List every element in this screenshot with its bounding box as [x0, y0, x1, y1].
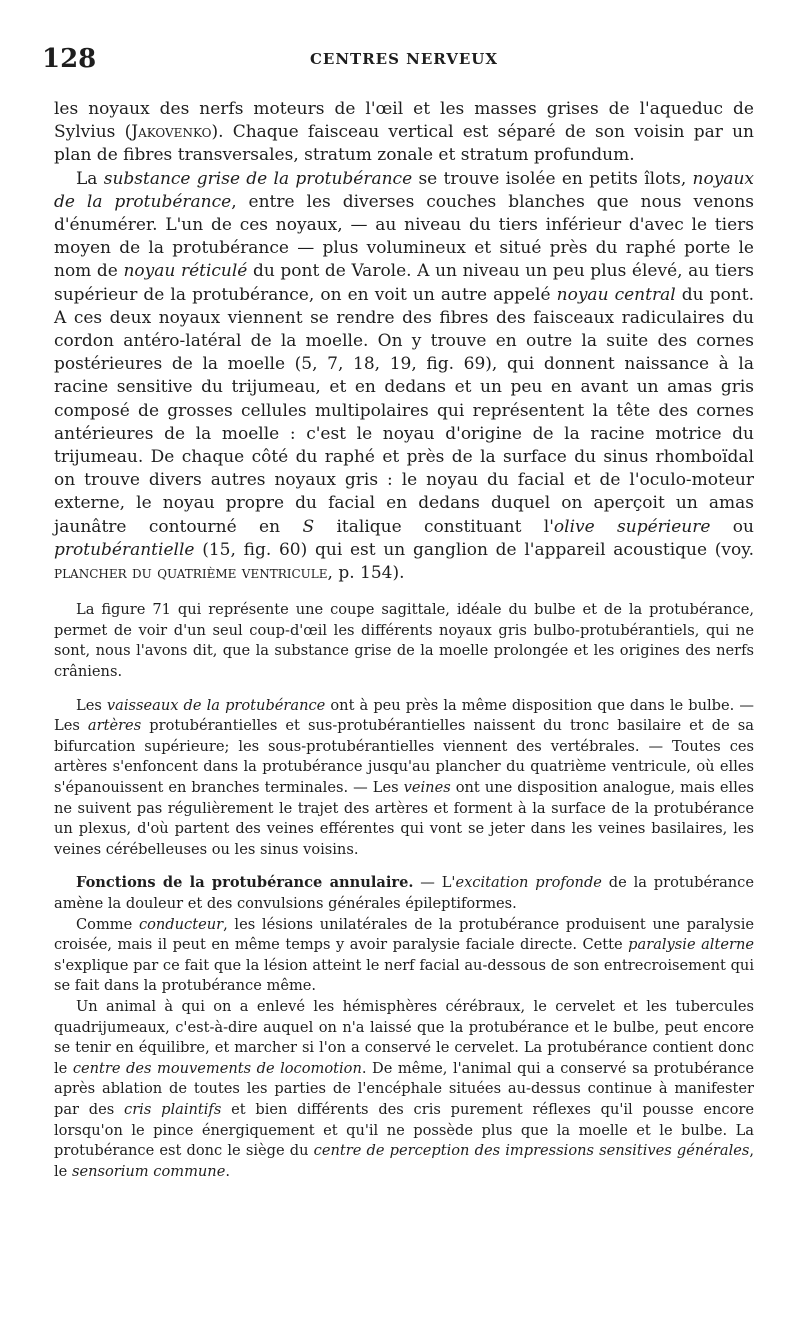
cross-reference: plancher du quatrième ventricule — [54, 563, 328, 584]
running-title: CENTRES NERVEUX — [309, 50, 499, 68]
page-header — [42, 40, 754, 80]
paragraph-3: La figure 71 qui représente une coupe sagittale, idéale du bulbe et de la protubérance, permet de voir d'un seul coup-d'œil les différents noyaux gris bulbo-protubérantiels, qui ne sont, nous l'avons dit, que la substance grise de la moelle prolongée et les origines des nerfs crâniens. — [54, 601, 754, 681]
paragraph-1: les noyaux des nerfs moteurs de l'œil et les masses grises de l'aqueduc de Sylvius (Jakovenko). Chaque faisceau vertical est séparé de son voisin par un plan de fibres transversales, stratum zonale et stratum profundum. — [54, 99, 754, 166]
page-number: 128 — [42, 44, 97, 74]
paragraph-5: Fonctions de la protubérance annulaire. — L'excitation profonde de la protubérance amène la douleur et des convulsions générales épileptiformes. — [54, 874, 754, 912]
document-page — [42, 40, 755, 1182]
paragraph-6: Comme conducteur, les lésions unilatérales de la protubérance produisent une paralysie croisée, mais il peut en même temps y avoir paralysie faciale directe. Cette paralysie alterne s'explique par ce fait que la lésion atteint le nerf facial au-dessous de son entrecroisement qui se fait dans la protubérance même. — [54, 915, 754, 995]
paragraph-7: Un animal à qui on a enlevé les hémisphères cérébraux, le cervelet et les tubercules quadrijumeaux, c'est-à-dire auquel on n'a laissé que la protubérance et le bulbe, peut encore se tenir en équilibre, et marcher si l'on a conservé le cervelet. La protubérance contient donc le centre des mouvements de locomotion. De même, l'animal qui a conservé sa protubérance après ablation de toutes les parties de l'encéphale situées au-dessus continue à manifester par des cris plaintifs et bien différents des cris purement réflexes qu'il pousse encore lorsqu'on le pince énergiquement et qu'il ne possède plus que la moelle et le bulbe. La protubérance est donc le siège du centre de perception des impressions sensitives générales, le sensorium commune. — [54, 997, 755, 1180]
paragraph-4: Les vaisseaux de la protubérance ont à peu près la même disposition que dans le bulbe. — Les artères protubérantielles et sus-protubérantielles naissent du tronc basilaire et de sa bifurcation supérieure; les sous-protubérantielles viennent des vertébrales. — Toutes ces artères s'enfoncent dans la protubérance jusqu'au plancher du quatrième ventricule, où elles s'épanouissent en branches terminales. — Les veines ont une disposition analogue, mais elles ne suivent pas régulièrement le trajet des artères et forment à la surface de la protubérance un plexus, d'où partent des veines efférentes qui vont se jeter dans les veines basilaires, les veines cérébelleuses ou les sinus voisins. — [54, 696, 754, 858]
author-name: Jakovenko — [131, 122, 212, 143]
paragraph-2: La substance grise de la protubérance se trouve isolée en petits îlots, noyaux de la protubérance, entre les diverses couches blanches que nous venons d'énumérer. L'un de ces noyaux, — au niveau du tiers inférieur d'avec le tiers moyen de la protubérance — plus volumineux et situé près du raphé porte le nom de noyau réticulé du pont de Varole. A un niveau un peu plus élevé, au tiers supérieur de la protubérance, on en voit un autre appelé noyau central du pont. A ces deux noyaux viennent se rendre des fibres des faisceaux radiculaires du cordon antéro-latéral de la moelle. On y trouve en outre la suite des cornes postérieures de la moelle (5, 7, 18, 19, fig. 69), qui donnent naissance à la racine sensitive du trijumeau, et en dedans et un peu en avant un amas gris composé de grosses cellules multipolaires qui représentent la tête des cornes antérieures de la moelle : c'est le noyau d'origine de la racine motrice du trijumeau. De chaque côté du raphé et près de la surface du sinus rhomboïdal on trouve divers autres noyaux gris : le noyau du facial et de l'oculo-moteur externe, le noyau propre du facial en dedans duquel on aperçoit un amas jaunâtre contourné en S italique constituant l'olive supérieure ou protubérantielle (15, fig. 60) qui est un ganglion de l'appareil acoustique (voy. plancher du quatrième ventricule, p. 154). — [54, 168, 755, 584]
functions-section — [54, 873, 754, 1182]
main-text — [54, 98, 754, 585]
section-heading: Fonctions de la protubérance annulaire. — [76, 874, 414, 892]
small-text-section — [54, 600, 754, 860]
